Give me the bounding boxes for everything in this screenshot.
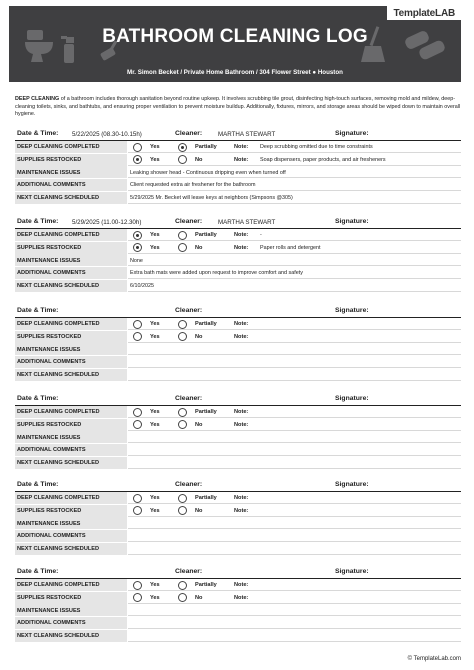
note-label: Note: — [234, 321, 249, 328]
supplies-no-radio[interactable] — [178, 332, 187, 341]
comments-value[interactable]: Extra bath mats were added upon request to improve comfort and safety — [130, 270, 303, 277]
note-label: Note: — [234, 421, 249, 428]
deep-cleaning-row — [15, 229, 461, 242]
next-cleaning-label: NEXT CLEANING SCHEDULED — [15, 192, 127, 204]
yes-label: Yes — [150, 232, 160, 239]
maintenance-row — [15, 254, 461, 267]
next-cleaning-label: NEXT CLEANING SCHEDULED — [15, 369, 127, 381]
deep-cleaning-row — [15, 492, 461, 505]
comments-row — [15, 179, 461, 192]
log-entry — [15, 392, 461, 469]
page-subtitle: Mr. Simon Becket / Private Home Bathroom / 304 Flower Street ● Houston — [127, 69, 343, 76]
supplies-note[interactable]: Paper rolls and detergent — [260, 244, 321, 251]
supplies-label: SUPPLIES RESTOCKED — [15, 154, 127, 166]
maintenance-value[interactable]: None — [130, 257, 143, 264]
supplies-no-radio[interactable] — [178, 420, 187, 429]
supplies-label: SUPPLIES RESTOCKED — [15, 419, 127, 431]
comments-row — [15, 530, 461, 543]
supplies-row — [15, 505, 461, 518]
deep-cleaning-label: DEEP CLEANING COMPLETED — [15, 318, 127, 330]
maintenance-label: MAINTENANCE ISSUES — [15, 166, 127, 178]
partially-label: Partially — [195, 144, 217, 151]
supplies-label: SUPPLIES RESTOCKED — [15, 331, 127, 343]
maintenance-label: MAINTENANCE ISSUES — [15, 604, 127, 616]
no-label: No — [195, 507, 203, 514]
next-cleaning-row — [15, 630, 461, 643]
date-time-label: Date & Time: — [17, 395, 59, 402]
next-cleaning-label: NEXT CLEANING SCHEDULED — [15, 280, 127, 292]
note-label: Note: — [234, 495, 249, 502]
supplies-no-radio[interactable] — [178, 506, 187, 515]
next-cleaning-row — [15, 369, 461, 382]
supplies-note[interactable]: Soap dispensers, paper products, and air fresheners — [260, 156, 386, 163]
signature-label: Signature: — [335, 130, 369, 137]
partially-label: Partially — [195, 582, 217, 589]
deep-cleaning-yes-radio[interactable] — [133, 581, 142, 590]
deep-cleaning-partially-radio[interactable] — [178, 231, 187, 240]
date-time-label: Date & Time: — [17, 218, 59, 225]
next-cleaning-label: NEXT CLEANING SCHEDULED — [15, 457, 127, 469]
deep-cleaning-partially-radio[interactable] — [178, 408, 187, 417]
date-time-label: Date & Time: — [17, 568, 59, 575]
supplies-yes-radio[interactable] — [133, 155, 142, 164]
maintenance-label: MAINTENANCE ISSUES — [15, 254, 127, 266]
log-entry — [15, 565, 461, 642]
log-entry — [15, 304, 461, 381]
cleaner-label: Cleaner: — [175, 568, 203, 575]
cleaner-label: Cleaner: — [175, 481, 203, 488]
maintenance-row — [15, 517, 461, 530]
maintenance-row — [15, 604, 461, 617]
comments-row — [15, 267, 461, 280]
next-cleaning-value[interactable]: 6/10/2025 — [130, 283, 154, 290]
deep-cleaning-row — [15, 579, 461, 592]
date-time-label: Date & Time: — [17, 130, 59, 137]
date-time-label: Date & Time: — [17, 481, 59, 488]
partially-label: Partially — [195, 409, 217, 416]
deep-cleaning-label: DEEP CLEANING COMPLETED — [15, 141, 127, 153]
cleaner-label: Cleaner: — [175, 130, 203, 137]
supplies-row — [15, 242, 461, 255]
next-cleaning-row — [15, 192, 461, 205]
partially-label: Partially — [195, 495, 217, 502]
deep-cleaning-yes-radio[interactable] — [133, 494, 142, 503]
deep-cleaning-label: DEEP CLEANING COMPLETED — [15, 406, 127, 418]
deep-cleaning-row — [15, 318, 461, 331]
next-cleaning-label: NEXT CLEANING SCHEDULED — [15, 630, 127, 642]
yes-label: Yes — [150, 582, 160, 589]
log-entry — [15, 127, 461, 204]
comments-label: ADDITIONAL COMMENTS — [15, 617, 127, 629]
supplies-no-radio[interactable] — [178, 593, 187, 602]
yes-label: Yes — [150, 421, 160, 428]
deep-cleaning-label: DEEP CLEANING COMPLETED — [15, 492, 127, 504]
yes-label: Yes — [150, 594, 160, 601]
signature-label: Signature: — [335, 218, 369, 225]
page-title: BATHROOM CLEANING LOG — [102, 26, 368, 47]
comments-label: ADDITIONAL COMMENTS — [15, 356, 127, 368]
note-label: Note: — [234, 333, 249, 340]
maintenance-row — [15, 166, 461, 179]
maintenance-label: MAINTENANCE ISSUES — [15, 431, 127, 443]
no-label: No — [195, 594, 203, 601]
deep-cleaning-yes-radio[interactable] — [133, 320, 142, 329]
comments-value[interactable]: Client requested extra air freshener for the bathroom — [130, 182, 256, 189]
cleaner-label: Cleaner: — [175, 307, 203, 314]
yes-label: Yes — [150, 333, 160, 340]
next-cleaning-label: NEXT CLEANING SCHEDULED — [15, 543, 127, 555]
signature-label: Signature: — [335, 307, 369, 314]
signature-label: Signature: — [335, 395, 369, 402]
comments-label: ADDITIONAL COMMENTS — [15, 530, 127, 542]
maintenance-row — [15, 343, 461, 356]
footer-copyright: © TemplateLab.com — [407, 656, 461, 662]
comments-label: ADDITIONAL COMMENTS — [15, 267, 127, 279]
header-banner — [9, 6, 461, 82]
cleaner-label: Cleaner: — [175, 395, 203, 402]
deep-cleaning-partially-radio[interactable] — [178, 581, 187, 590]
supplies-label: SUPPLIES RESTOCKED — [15, 505, 127, 517]
cleaner-label: Cleaner: — [175, 218, 203, 225]
deep-cleaning-note[interactable]: - — [260, 232, 262, 239]
yes-label: Yes — [150, 495, 160, 502]
supplies-label: SUPPLIES RESTOCKED — [15, 592, 127, 604]
cleaner-value[interactable]: MARTHA STEWART — [218, 131, 276, 138]
comments-label: ADDITIONAL COMMENTS — [15, 444, 127, 456]
partially-label: Partially — [195, 321, 217, 328]
date-time-value[interactable]: 5/22/2025 (08.30-10.15h) — [72, 131, 142, 138]
entry-header-row — [15, 127, 461, 141]
signature-label: Signature: — [335, 568, 369, 575]
yes-label: Yes — [150, 409, 160, 416]
entry-header-row — [15, 215, 461, 229]
deep-cleaning-yes-radio[interactable] — [133, 143, 142, 152]
supplies-yes-radio[interactable] — [133, 506, 142, 515]
supplies-no-radio[interactable] — [178, 243, 187, 252]
deep-cleaning-yes-radio[interactable] — [133, 408, 142, 417]
deep-cleaning-row — [15, 141, 461, 154]
entry-header-row — [15, 565, 461, 579]
next-cleaning-value[interactable]: 5/29/2025 Mr. Becket will leave keys at neighbors (Simpsons @305) — [130, 195, 293, 202]
no-label: No — [195, 156, 203, 163]
partially-label: Partially — [195, 232, 217, 239]
no-label: No — [195, 333, 203, 340]
deep-cleaning-label: DEEP CLEANING COMPLETED — [15, 579, 127, 591]
note-label: Note: — [234, 156, 249, 163]
yes-label: Yes — [150, 507, 160, 514]
deep-cleaning-row — [15, 406, 461, 419]
deep-cleaning-yes-radio[interactable] — [133, 231, 142, 240]
supplies-yes-radio[interactable] — [133, 593, 142, 602]
note-label: Note: — [234, 409, 249, 416]
next-cleaning-row — [15, 543, 461, 556]
log-entry — [15, 478, 461, 555]
date-time-label: Date & Time: — [17, 307, 59, 314]
cleaner-value[interactable]: MARTHA STEWART — [218, 219, 276, 226]
maintenance-value[interactable]: Leaking shower head - Continuous dripping even when turned off — [130, 169, 286, 176]
note-label: Note: — [234, 244, 249, 251]
deep-cleaning-note[interactable]: Deep scrubbing omitted due to time constraints — [260, 144, 373, 151]
note-label: Note: — [234, 232, 249, 239]
yes-label: Yes — [150, 244, 160, 251]
signature-label: Signature: — [335, 481, 369, 488]
no-label: No — [195, 421, 203, 428]
maintenance-label: MAINTENANCE ISSUES — [15, 517, 127, 529]
entry-header-row — [15, 392, 461, 406]
brand-logo: TemplateLAB — [387, 6, 461, 20]
maintenance-row — [15, 431, 461, 444]
supplies-label: SUPPLIES RESTOCKED — [15, 242, 127, 254]
entry-header-row — [15, 478, 461, 492]
no-label: No — [195, 244, 203, 251]
note-label: Note: — [234, 594, 249, 601]
supplies-no-radio[interactable] — [178, 155, 187, 164]
next-cleaning-row — [15, 457, 461, 470]
comments-label: ADDITIONAL COMMENTS — [15, 179, 127, 191]
comments-row — [15, 356, 461, 369]
yes-label: Yes — [150, 321, 160, 328]
note-label: Note: — [234, 144, 249, 151]
date-time-value[interactable]: 5/29/2025 (11.00-12.30h) — [72, 219, 142, 226]
deep-cleaning-partially-radio[interactable] — [178, 494, 187, 503]
supplies-row — [15, 592, 461, 605]
note-label: Note: — [234, 582, 249, 589]
next-cleaning-row — [15, 280, 461, 293]
comments-row — [15, 617, 461, 630]
supplies-row — [15, 154, 461, 167]
note-label: Note: — [234, 507, 249, 514]
supplies-row — [15, 419, 461, 432]
supplies-yes-radio[interactable] — [133, 332, 142, 341]
yes-label: Yes — [150, 144, 160, 151]
supplies-yes-radio[interactable] — [133, 243, 142, 252]
comments-row — [15, 444, 461, 457]
log-entry — [15, 215, 461, 292]
yes-label: Yes — [150, 156, 160, 163]
intro-text: DEEP CLEANING of a bathroom includes thorough sanitation beyond routine upkeep. It involves scrubbing tile grout, disinfecting high-touch surfaces, removing mold and mildew, deep-cleaning toilets, sinks, and bathtubs, and ensuring proper ventilation to prevent moisture buildup. Additionally, fixtures, mirrors, and storage areas should be wiped down to maintain overall hygiene. — [15, 96, 461, 118]
entry-header-row — [15, 304, 461, 318]
deep-cleaning-partially-radio[interactable] — [178, 143, 187, 152]
maintenance-label: MAINTENANCE ISSUES — [15, 343, 127, 355]
deep-cleaning-partially-radio[interactable] — [178, 320, 187, 329]
deep-cleaning-label: DEEP CLEANING COMPLETED — [15, 229, 127, 241]
supplies-yes-radio[interactable] — [133, 420, 142, 429]
supplies-row — [15, 331, 461, 344]
